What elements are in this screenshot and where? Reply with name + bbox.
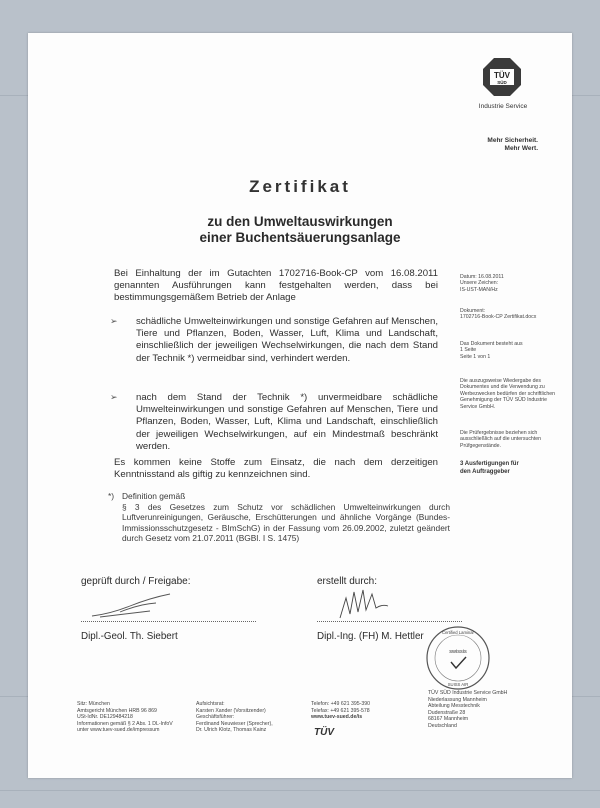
seal-mid-text: swissis <box>449 649 467 655</box>
footer-line: Telefon: +49 621 395-390 <box>311 701 370 707</box>
sidebar-line: Datum: 16.08.2011 <box>460 274 504 280</box>
closing-paragraph: Es kommen keine Stoffe zum Einsatz, die nach dem derzeitigen Kenntnisstand als giftig zu kennzeichnen sind. <box>114 457 438 481</box>
signatory-name-left: Dipl.-Geol. Th. Siebert <box>81 631 178 642</box>
bullet-arrow-icon: ➢ <box>110 392 118 402</box>
footer-line: Dudenstraße 28 <box>428 709 466 716</box>
sidebar-line: Seite 1 von 1 <box>460 353 491 360</box>
footer-line: Dr. Ulrich Klotz, Thomas Kainz <box>196 727 267 734</box>
footer-line: Amtsgericht München HRB 96 869 <box>77 707 157 714</box>
certificate-page <box>28 33 572 778</box>
footer-line: USt-IdNr. DE129484218 <box>77 714 133 721</box>
sidebar-line: 1702716-Book-CP Zertifikat.docx <box>460 314 537 321</box>
logo-brand-sub: SÜD <box>497 80 507 85</box>
slogan-line: Mehr Wert. <box>504 145 538 152</box>
slogan <box>458 137 538 153</box>
seal-bottom-text: SUISS AIR <box>447 682 469 687</box>
signature-label-right: erstellt durch: <box>317 576 378 587</box>
footer-line: 68167 Mannheim <box>428 716 469 723</box>
footer-line: Aufsichtsrat: <box>196 701 225 707</box>
footer-address <box>428 690 548 730</box>
signature-line-right <box>317 621 462 622</box>
subtitle-line: einer Buchentsäuerungsanlage <box>199 230 401 245</box>
sidebar-pages-block <box>460 341 556 360</box>
sidebar-line: 3 Ausfertigungen für <box>460 461 519 467</box>
footer-line: TÜV SÜD Industrie Service GmbH <box>428 690 508 696</box>
footer-company-register <box>77 701 197 734</box>
logo-brand: TÜV <box>494 71 510 80</box>
sidebar-document-block <box>460 308 556 321</box>
tuv-logo-icon <box>482 57 522 97</box>
footer-line: Deutschland <box>428 722 457 729</box>
footnote-label: Definition gemäß <box>122 491 186 501</box>
sidebar-legal-note: Die auszugsweise Wiedergabe des Dokumentes und die Verwendung zu Werbezwecken bedürfen der schriftlichen Genehmigung der TÜV SÜD Industrie Service GmbH. <box>460 378 556 410</box>
footer-line: Karsten Xander (Vorsitzender) <box>196 707 266 714</box>
footer-line: Niederlassung Mannheim <box>428 696 487 703</box>
footer-line: unter www.tuev-sued.de/impressum <box>77 727 160 734</box>
seal-top-text: Certified Laminar <box>442 630 474 635</box>
footer-management <box>196 701 316 734</box>
signature-label-left: geprüft durch / Freigabe: <box>81 576 191 587</box>
document-title: Zertifikat <box>249 177 351 196</box>
certification-seal-icon <box>423 623 493 693</box>
bullet-arrow-icon: ➢ <box>110 316 118 326</box>
sidebar-line: Dokument: <box>460 308 486 314</box>
footer-tuv-mark: TÜV <box>314 727 334 738</box>
footnote-mark: *) <box>108 491 115 501</box>
footer-line: Geschäftsführer: <box>196 714 235 721</box>
bullet-item: nach dem Stand der Technik *) unvermeidbare schädliche Umwelteinwirkungen und sonstige Gefahren auf Menschen, Tiere und Pflanzen, Boden, Wasser, Luft, Klima und Landschaft, einschließlich der jeweiligen Wechselwirkungen, auf ein Mindestmaß beschränkt werden. <box>136 392 438 452</box>
footer-contact <box>311 701 421 721</box>
sidebar-line: IS-UST-MAN/Hz <box>460 286 498 293</box>
signature-right-scribble <box>336 584 396 622</box>
sidebar-line: Das Dokument besteht aus <box>460 341 523 347</box>
signatory-name-right: Dipl.-Ing. (FH) M. Hettler <box>317 631 424 642</box>
bullet-item: schädliche Umwelteinwirkungen und sonstige Gefahren auf Menschen, Tiere und Pflanzen, Boden, Wasser, Luft, Klima und Landschaft, einschließlich der jeweiligen Wechselwirkungen, die nach dem Stand der Technik *) vermeidbar sind, verhindert werden. <box>136 316 438 364</box>
background-guide-line <box>0 790 600 791</box>
logo-subtitle: Industrie Service <box>478 103 528 110</box>
footnote-text: § 3 des Gesetzes zum Schutz vor schädlichen Umwelteinwirkungen durch Luftverunreinigungen, Geräusche, Erschütterungen und ähnliche Vorgänge (Bundes-Immissionsschutzgesetz - BImSchG) in der Fassung vom 26.09.2002, zuletzt geändert durch Gesetz vom 21.07.2011 (BGBl. I S. 1475) <box>122 502 450 544</box>
subtitle-line: zu den Umweltauswirkungen <box>207 214 393 229</box>
sidebar-line: Unsere Zeichen: <box>460 280 499 287</box>
sidebar-line: den Auftraggeber <box>460 468 510 475</box>
sidebar-results-note: Die Prüfergebnisse beziehen sich ausschließlich auf die untersuchten Prüfgegenstände. <box>460 430 542 449</box>
slogan-line: Mehr Sicherheit. <box>487 137 538 144</box>
signature-left-scribble <box>90 586 200 620</box>
footer-line: Informationen gemäß § 2 Abs. 1 DL-InfoV <box>77 720 173 727</box>
footer-line: www.tuev-sued.de/is <box>311 714 363 721</box>
document-subtitle <box>28 214 572 246</box>
sidebar-copies-note <box>460 461 556 476</box>
sidebar-line: 1 Seite <box>460 347 477 354</box>
sidebar-date-block <box>460 274 556 293</box>
footer-line: Telefax: +49 621 395-578 <box>311 707 370 714</box>
intro-paragraph: Bei Einhaltung der im Gutachten 1702716-Book-CP vom 16.08.2011 genannten Ausführungen kann festgehalten werden, dass bei bestimmungsgemäßem Betrieb der Anlage <box>114 268 438 304</box>
footer-line: Abteilung Messtechnik <box>428 703 480 710</box>
footer-line: Ferdinand Neuwieser (Sprecher), <box>196 720 273 727</box>
footer-line: Sitz: München <box>77 701 110 707</box>
signature-line-left <box>81 621 256 622</box>
